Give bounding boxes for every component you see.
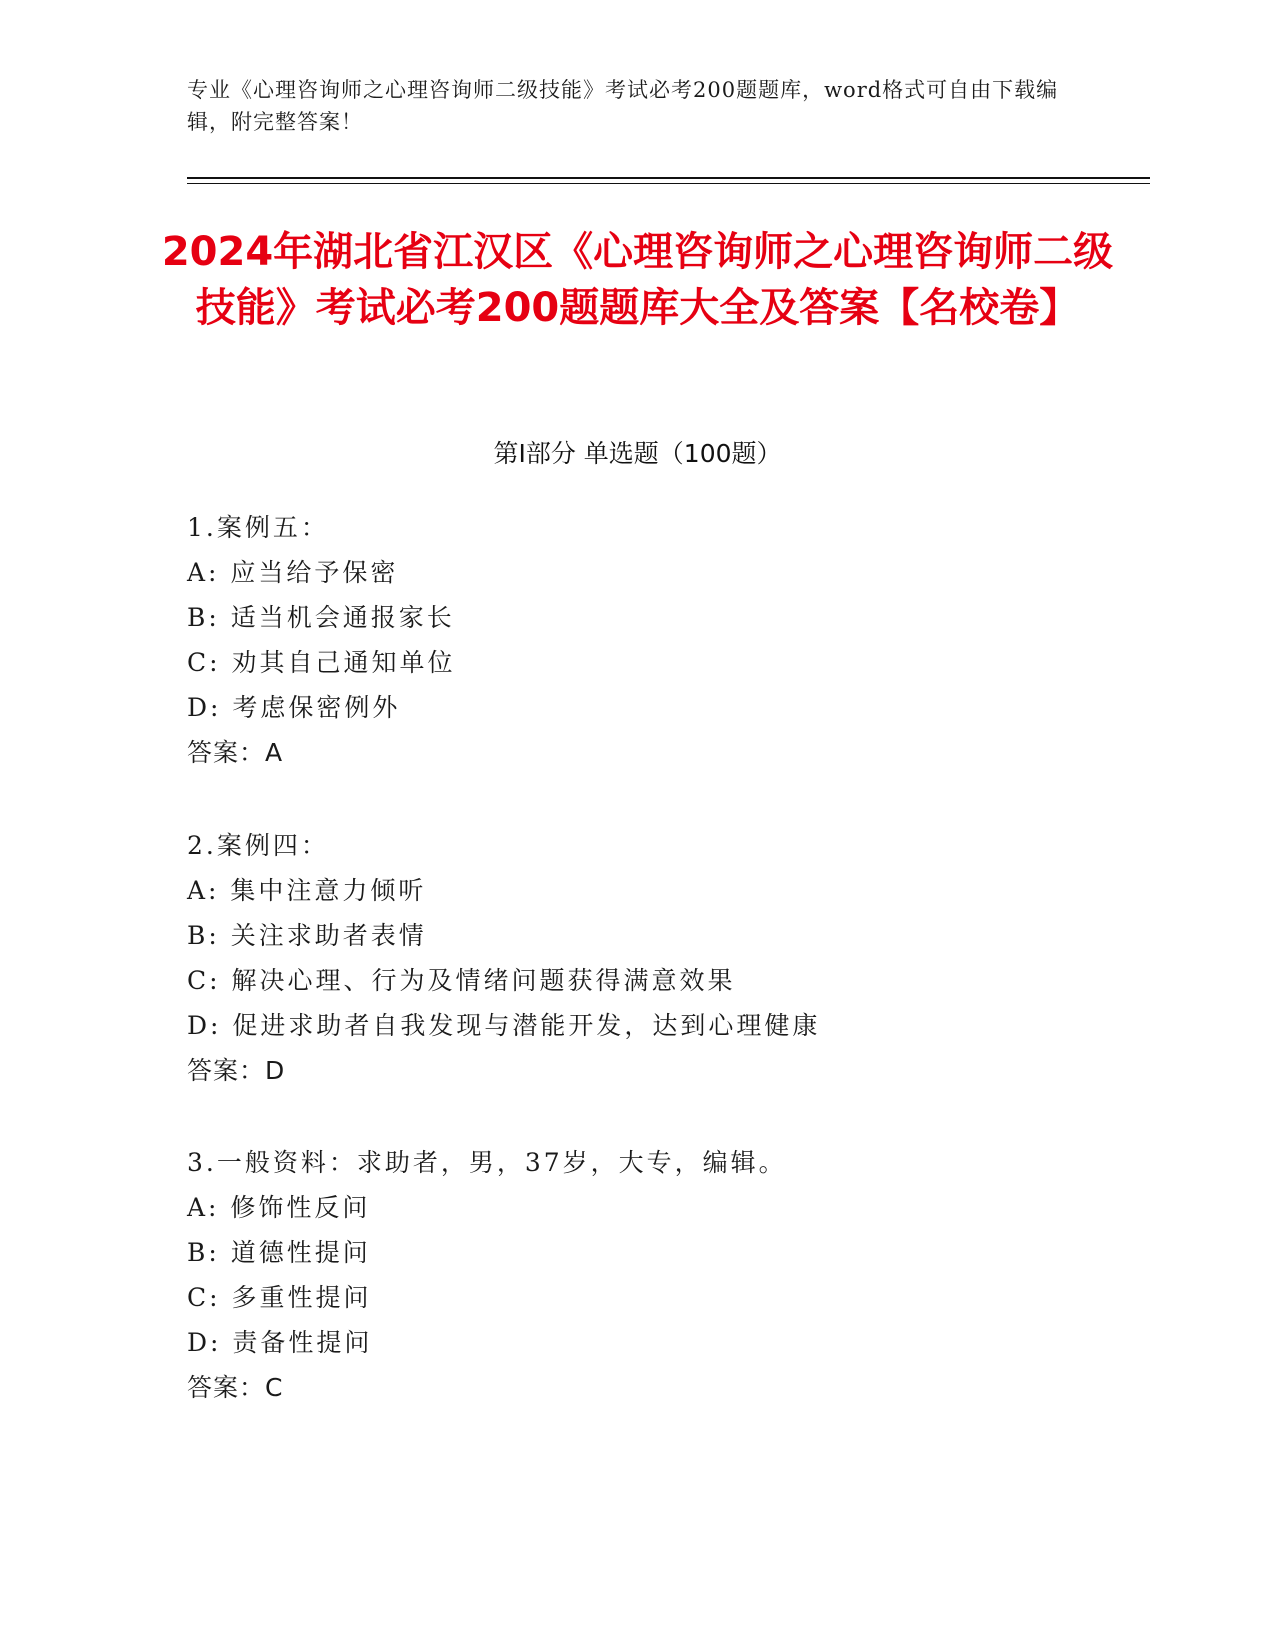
question-stem: 1.案例五： [187,513,329,542]
document-title: 2024年湖北省江汉区《心理咨询师之心理咨询师二级技能》考试必考200题题库大全及答案【名校卷】 [161,229,1114,331]
option-b: B: 适当机会通报家长 [187,603,455,632]
question-1 [187,505,1087,775]
option-b: B: 关注求助者表情 [187,921,427,950]
answer-line: 答案：C [187,1373,284,1402]
option-a: A: 集中注意力倾听 [187,876,427,905]
question-stem: 3.一般资料：求助者，男，37岁，大专，编辑。 [187,1148,787,1177]
question-3 [187,1140,1087,1410]
answer-line: 答案：A [187,738,284,767]
header-divider-thick [187,177,1150,179]
option-c: C: 劝其自己通知单位 [187,648,456,677]
option-c: C: 多重性提问 [187,1283,372,1312]
option-d: D: 促进求助者自我发现与潜能开发，达到心理健康 [187,1011,821,1040]
option-d: D: 责备性提问 [187,1328,373,1357]
header-note: 专业《心理咨询师之心理咨询师二级技能》考试必考200题题库，word格式可自由下载编辑，附完整答案！ [187,78,1059,134]
option-b: B: 道德性提问 [187,1238,371,1267]
header-divider-thin [187,183,1150,184]
option-d: D: 考虑保密例外 [187,693,401,722]
answer-line: 答案：D [187,1056,286,1085]
option-c: C: 解决心理、行为及情绪问题获得满意效果 [187,966,736,995]
question-stem: 2.案例四： [187,831,329,860]
option-a: A: 修饰性反问 [187,1193,371,1222]
option-a: A: 应当给予保密 [187,558,399,587]
section-title: 第Ⅰ部分 单选题（100题） [493,439,782,468]
question-2 [187,823,1087,1093]
